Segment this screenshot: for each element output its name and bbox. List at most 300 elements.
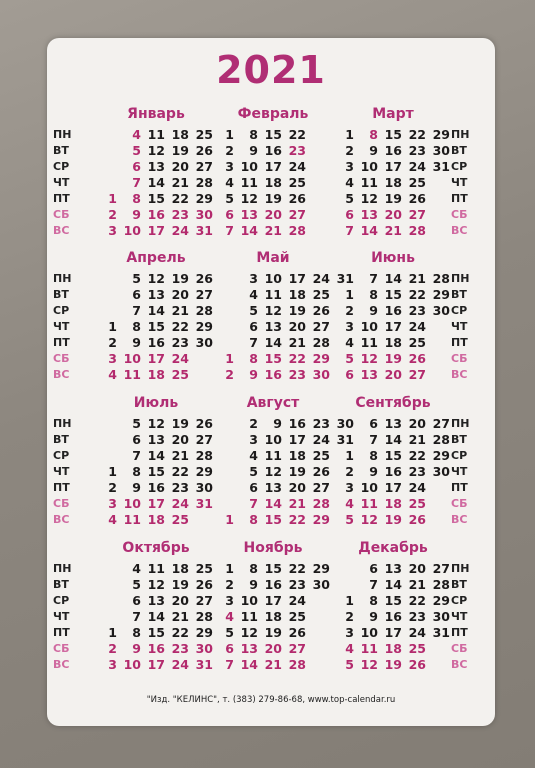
day-number: 16 xyxy=(147,641,165,656)
day-number: 4 xyxy=(345,496,354,511)
day-number: 31 xyxy=(195,223,213,238)
day-number: 17 xyxy=(147,351,165,366)
day-number: 22 xyxy=(408,448,426,463)
day-number: 15 xyxy=(384,448,402,463)
day-number: 28 xyxy=(195,175,213,190)
day-number: 22 xyxy=(171,625,189,640)
day-number: 17 xyxy=(384,159,402,174)
day-number: 18 xyxy=(384,496,402,511)
day-number: 9 xyxy=(132,641,141,656)
day-number: 16 xyxy=(147,207,165,222)
day-number: 15 xyxy=(147,191,165,206)
weekday-label-left: СБ xyxy=(53,208,70,221)
day-number: 17 xyxy=(147,223,165,238)
day-number: 11 xyxy=(360,496,378,511)
day-number: 26 xyxy=(288,191,306,206)
day-number: 12 xyxy=(360,657,378,672)
day-number: 25 xyxy=(288,609,306,624)
weekday-label-left: ПТ xyxy=(53,481,70,494)
day-number: 16 xyxy=(264,367,282,382)
day-number: 7 xyxy=(369,271,378,286)
day-number: 3 xyxy=(108,351,117,366)
day-number: 21 xyxy=(408,432,426,447)
day-number: 26 xyxy=(195,577,213,592)
weekday-label-left: ВС xyxy=(53,368,70,381)
day-number: 30 xyxy=(195,207,213,222)
day-number: 8 xyxy=(132,625,141,640)
weekday-label-left: ПН xyxy=(53,417,72,430)
day-number: 9 xyxy=(132,335,141,350)
day-number: 23 xyxy=(312,416,330,431)
day-number: 2 xyxy=(345,143,354,158)
day-number: 9 xyxy=(369,143,378,158)
day-number: 10 xyxy=(240,159,258,174)
day-number: 20 xyxy=(288,319,306,334)
day-number: 31 xyxy=(195,496,213,511)
day-number: 25 xyxy=(408,175,426,190)
weekday-label-left: СР xyxy=(53,594,70,607)
weekday-label-right: СР xyxy=(451,449,468,462)
day-number: 5 xyxy=(249,464,258,479)
weekday-label-right: СБ xyxy=(451,497,468,510)
day-number: 13 xyxy=(240,641,258,656)
day-number: 10 xyxy=(240,593,258,608)
day-number: 13 xyxy=(147,159,165,174)
day-number: 18 xyxy=(264,609,282,624)
day-number: 12 xyxy=(360,512,378,527)
day-number: 11 xyxy=(147,561,165,576)
day-number: 13 xyxy=(264,319,282,334)
day-number: 14 xyxy=(264,496,282,511)
day-number: 29 xyxy=(432,287,450,302)
day-number: 1 xyxy=(225,351,234,366)
day-number: 1 xyxy=(108,464,117,479)
weekday-label-right: ЧТ xyxy=(451,320,468,333)
month-name: Июнь xyxy=(371,250,415,266)
month-name: Октябрь xyxy=(122,540,190,556)
day-number: 6 xyxy=(249,319,258,334)
day-number: 13 xyxy=(264,480,282,495)
day-number: 17 xyxy=(288,271,306,286)
day-number: 13 xyxy=(240,207,258,222)
day-number: 15 xyxy=(147,625,165,640)
day-number: 24 xyxy=(408,319,426,334)
day-number: 29 xyxy=(195,191,213,206)
day-number: 1 xyxy=(225,561,234,576)
day-number: 29 xyxy=(195,625,213,640)
day-number: 13 xyxy=(147,593,165,608)
day-number: 10 xyxy=(360,319,378,334)
month-block xyxy=(97,250,215,385)
day-number: 8 xyxy=(369,127,378,142)
day-number: 2 xyxy=(345,609,354,624)
day-number: 11 xyxy=(264,448,282,463)
day-number: 7 xyxy=(369,577,378,592)
day-number: 11 xyxy=(123,367,141,382)
day-number: 28 xyxy=(432,577,450,592)
day-number: 2 xyxy=(108,641,117,656)
day-number: 2 xyxy=(108,207,117,222)
publisher-footer: "Изд. "КЕЛИНС", т. (383) 279-86-68, www.top-calendar.ru xyxy=(146,695,396,705)
weekday-label-right: ВС xyxy=(451,513,468,526)
day-number: 4 xyxy=(345,641,354,656)
day-number: 25 xyxy=(195,127,213,142)
day-number: 10 xyxy=(123,351,141,366)
day-number: 30 xyxy=(195,480,213,495)
day-number: 1 xyxy=(108,625,117,640)
weekday-label-right: ВС xyxy=(451,224,468,237)
weekday-label-left: СР xyxy=(53,449,70,462)
day-number: 28 xyxy=(432,432,450,447)
day-number: 19 xyxy=(384,351,402,366)
day-number: 18 xyxy=(171,127,189,142)
day-number: 24 xyxy=(171,351,189,366)
day-number: 15 xyxy=(147,464,165,479)
day-number: 24 xyxy=(408,480,426,495)
day-number: 30 xyxy=(195,641,213,656)
day-number: 28 xyxy=(195,448,213,463)
weekday-label-right: СР xyxy=(451,594,468,607)
day-number: 4 xyxy=(132,127,141,142)
day-number: 7 xyxy=(225,657,234,672)
day-number: 3 xyxy=(249,432,258,447)
day-number: 26 xyxy=(288,625,306,640)
day-number: 8 xyxy=(132,191,141,206)
day-number: 14 xyxy=(384,432,402,447)
day-number: 29 xyxy=(432,593,450,608)
day-number: 5 xyxy=(132,416,141,431)
month-block xyxy=(334,250,452,385)
day-number: 21 xyxy=(171,609,189,624)
day-number: 26 xyxy=(408,191,426,206)
day-number: 5 xyxy=(249,303,258,318)
day-number: 15 xyxy=(384,287,402,302)
day-number: 30 xyxy=(336,416,354,431)
weekday-label-left: ВС xyxy=(53,513,70,526)
day-number: 1 xyxy=(108,319,117,334)
day-number: 11 xyxy=(264,287,282,302)
day-number: 17 xyxy=(264,159,282,174)
day-number: 12 xyxy=(360,191,378,206)
day-number: 20 xyxy=(171,287,189,302)
day-number: 25 xyxy=(288,175,306,190)
day-number: 2 xyxy=(225,367,234,382)
day-number: 19 xyxy=(384,512,402,527)
day-number: 3 xyxy=(108,657,117,672)
day-number: 4 xyxy=(132,561,141,576)
day-number: 11 xyxy=(360,335,378,350)
day-number: 13 xyxy=(147,287,165,302)
day-number: 26 xyxy=(312,303,330,318)
day-number: 3 xyxy=(225,593,234,608)
month-name: Август xyxy=(246,395,300,411)
day-number: 23 xyxy=(171,480,189,495)
day-number: 19 xyxy=(264,191,282,206)
day-number: 8 xyxy=(369,593,378,608)
day-number: 27 xyxy=(288,641,306,656)
day-number: 20 xyxy=(408,561,426,576)
day-number: 17 xyxy=(384,319,402,334)
day-number: 11 xyxy=(240,609,258,624)
day-number: 11 xyxy=(240,175,258,190)
day-number: 27 xyxy=(432,416,450,431)
day-number: 4 xyxy=(225,609,234,624)
day-number: 6 xyxy=(132,159,141,174)
day-number: 14 xyxy=(147,609,165,624)
weekday-label-left: ВС xyxy=(53,224,70,237)
calendar-year: 2021 xyxy=(216,48,326,92)
month-block xyxy=(214,106,332,241)
day-number: 24 xyxy=(171,496,189,511)
day-number: 16 xyxy=(147,335,165,350)
weekday-label-right: ПТ xyxy=(451,626,468,639)
day-number: 2 xyxy=(345,303,354,318)
weekday-label-left: ЧТ xyxy=(53,176,70,189)
day-number: 21 xyxy=(264,657,282,672)
weekday-label-right: ВС xyxy=(451,368,468,381)
weekday-label-right: ПН xyxy=(451,272,470,285)
day-number: 14 xyxy=(147,303,165,318)
day-number: 18 xyxy=(147,367,165,382)
day-number: 18 xyxy=(264,175,282,190)
weekday-label-left: ПН xyxy=(53,562,72,575)
month-block xyxy=(97,106,215,241)
day-number: 18 xyxy=(384,175,402,190)
day-number: 6 xyxy=(132,432,141,447)
day-number: 6 xyxy=(345,207,354,222)
month-name: Декабрь xyxy=(358,540,428,556)
day-number: 25 xyxy=(171,367,189,382)
day-number: 22 xyxy=(288,561,306,576)
day-number: 28 xyxy=(288,223,306,238)
weekday-label-right: ПН xyxy=(451,128,470,141)
weekday-label-right: ПН xyxy=(451,562,470,575)
day-number: 19 xyxy=(288,303,306,318)
day-number: 17 xyxy=(147,496,165,511)
day-number: 24 xyxy=(408,159,426,174)
day-number: 21 xyxy=(171,448,189,463)
day-number: 4 xyxy=(345,175,354,190)
day-number: 23 xyxy=(288,577,306,592)
weekday-label-right: ВТ xyxy=(451,433,467,446)
weekday-label-left: СР xyxy=(53,160,70,173)
day-number: 2 xyxy=(345,464,354,479)
day-number: 30 xyxy=(312,367,330,382)
day-number: 5 xyxy=(132,271,141,286)
weekday-label-right: СР xyxy=(451,160,468,173)
day-number: 18 xyxy=(384,641,402,656)
day-number: 23 xyxy=(288,367,306,382)
day-number: 12 xyxy=(240,191,258,206)
day-number: 6 xyxy=(225,641,234,656)
day-number: 15 xyxy=(384,127,402,142)
day-number: 2 xyxy=(225,577,234,592)
day-number: 29 xyxy=(432,448,450,463)
day-number: 4 xyxy=(345,335,354,350)
day-number: 15 xyxy=(264,127,282,142)
day-number: 18 xyxy=(171,561,189,576)
day-number: 21 xyxy=(264,223,282,238)
month-block xyxy=(214,540,332,675)
day-number: 10 xyxy=(123,223,141,238)
weekday-label-left: ПТ xyxy=(53,336,70,349)
day-number: 16 xyxy=(384,303,402,318)
day-number: 9 xyxy=(369,464,378,479)
weekday-label-left: ПН xyxy=(53,272,72,285)
day-number: 2 xyxy=(249,416,258,431)
day-number: 29 xyxy=(312,351,330,366)
day-number: 15 xyxy=(147,319,165,334)
day-number: 13 xyxy=(360,207,378,222)
day-number: 17 xyxy=(264,593,282,608)
day-number: 10 xyxy=(360,625,378,640)
day-number: 22 xyxy=(408,127,426,142)
day-number: 13 xyxy=(384,561,402,576)
day-number: 16 xyxy=(264,577,282,592)
day-number: 25 xyxy=(195,561,213,576)
day-number: 2 xyxy=(108,335,117,350)
day-number: 13 xyxy=(384,416,402,431)
day-number: 1 xyxy=(345,593,354,608)
day-number: 9 xyxy=(249,577,258,592)
day-number: 25 xyxy=(171,512,189,527)
day-number: 28 xyxy=(288,657,306,672)
weekday-label-right: ПТ xyxy=(451,192,468,205)
day-number: 10 xyxy=(360,480,378,495)
day-number: 7 xyxy=(132,609,141,624)
day-number: 5 xyxy=(345,657,354,672)
day-number: 14 xyxy=(147,175,165,190)
day-number: 6 xyxy=(249,480,258,495)
month-name: Январь xyxy=(127,106,185,122)
day-number: 27 xyxy=(408,207,426,222)
day-number: 19 xyxy=(288,464,306,479)
month-block xyxy=(334,106,452,241)
day-number: 26 xyxy=(195,271,213,286)
day-number: 16 xyxy=(288,416,306,431)
weekday-label-left: ЧТ xyxy=(53,465,70,478)
day-number: 23 xyxy=(288,143,306,158)
day-number: 12 xyxy=(360,351,378,366)
month-block xyxy=(334,540,452,675)
day-number: 26 xyxy=(195,416,213,431)
day-number: 7 xyxy=(132,448,141,463)
day-number: 5 xyxy=(345,351,354,366)
weekday-label-left: ПТ xyxy=(53,192,70,205)
day-number: 9 xyxy=(132,207,141,222)
day-number: 24 xyxy=(288,593,306,608)
day-number: 18 xyxy=(288,287,306,302)
day-number: 21 xyxy=(171,175,189,190)
day-number: 4 xyxy=(249,287,258,302)
day-number: 25 xyxy=(408,641,426,656)
month-block xyxy=(97,540,215,675)
day-number: 8 xyxy=(249,561,258,576)
weekday-label-right: СБ xyxy=(451,642,468,655)
day-number: 10 xyxy=(264,432,282,447)
weekday-label-left: ВТ xyxy=(53,433,69,446)
day-number: 17 xyxy=(384,480,402,495)
day-number: 2 xyxy=(108,480,117,495)
day-number: 7 xyxy=(225,223,234,238)
day-number: 24 xyxy=(312,432,330,447)
day-number: 3 xyxy=(249,271,258,286)
weekday-label-right: СБ xyxy=(451,208,468,221)
weekday-label-left: ЧТ xyxy=(53,610,70,623)
day-number: 14 xyxy=(240,657,258,672)
day-number: 2 xyxy=(225,143,234,158)
day-number: 19 xyxy=(264,625,282,640)
day-number: 8 xyxy=(132,319,141,334)
day-number: 12 xyxy=(264,303,282,318)
day-number: 24 xyxy=(171,223,189,238)
day-number: 26 xyxy=(408,351,426,366)
month-name: Июль xyxy=(133,395,179,411)
day-number: 27 xyxy=(312,319,330,334)
weekday-label-left: СБ xyxy=(53,642,70,655)
day-number: 22 xyxy=(288,351,306,366)
day-number: 30 xyxy=(432,303,450,318)
day-number: 5 xyxy=(345,512,354,527)
day-number: 27 xyxy=(195,593,213,608)
weekday-label-right: ВТ xyxy=(451,578,467,591)
day-number: 9 xyxy=(369,303,378,318)
day-number: 23 xyxy=(171,335,189,350)
day-number: 14 xyxy=(360,223,378,238)
month-name: Май xyxy=(256,250,290,266)
weekday-label-left: СР xyxy=(53,304,70,317)
day-number: 10 xyxy=(360,159,378,174)
day-number: 19 xyxy=(384,657,402,672)
day-number: 29 xyxy=(432,127,450,142)
day-number: 23 xyxy=(408,464,426,479)
day-number: 17 xyxy=(384,625,402,640)
day-number: 24 xyxy=(312,271,330,286)
month-name: Апрель xyxy=(126,250,186,266)
day-number: 21 xyxy=(384,223,402,238)
day-number: 26 xyxy=(408,512,426,527)
day-number: 15 xyxy=(264,512,282,527)
day-number: 12 xyxy=(240,625,258,640)
day-number: 26 xyxy=(408,657,426,672)
day-number: 15 xyxy=(264,351,282,366)
day-number: 31 xyxy=(195,657,213,672)
day-number: 23 xyxy=(171,641,189,656)
day-number: 4 xyxy=(108,512,117,527)
day-number: 27 xyxy=(195,159,213,174)
weekday-label-left: ПН xyxy=(53,128,72,141)
day-number: 20 xyxy=(384,367,402,382)
day-number: 12 xyxy=(147,143,165,158)
day-number: 7 xyxy=(369,432,378,447)
day-number: 7 xyxy=(249,496,258,511)
weekday-label-left: ЧТ xyxy=(53,320,70,333)
day-number: 12 xyxy=(147,577,165,592)
weekday-label-left: ВТ xyxy=(53,578,69,591)
day-number: 11 xyxy=(147,127,165,142)
day-number: 21 xyxy=(171,303,189,318)
weekday-label-right: СБ xyxy=(451,352,468,365)
day-number: 14 xyxy=(384,577,402,592)
day-number: 3 xyxy=(345,480,354,495)
day-number: 10 xyxy=(123,496,141,511)
day-number: 14 xyxy=(264,335,282,350)
day-number: 20 xyxy=(264,207,282,222)
day-number: 1 xyxy=(345,127,354,142)
day-number: 28 xyxy=(312,335,330,350)
day-number: 3 xyxy=(345,159,354,174)
day-number: 12 xyxy=(147,271,165,286)
